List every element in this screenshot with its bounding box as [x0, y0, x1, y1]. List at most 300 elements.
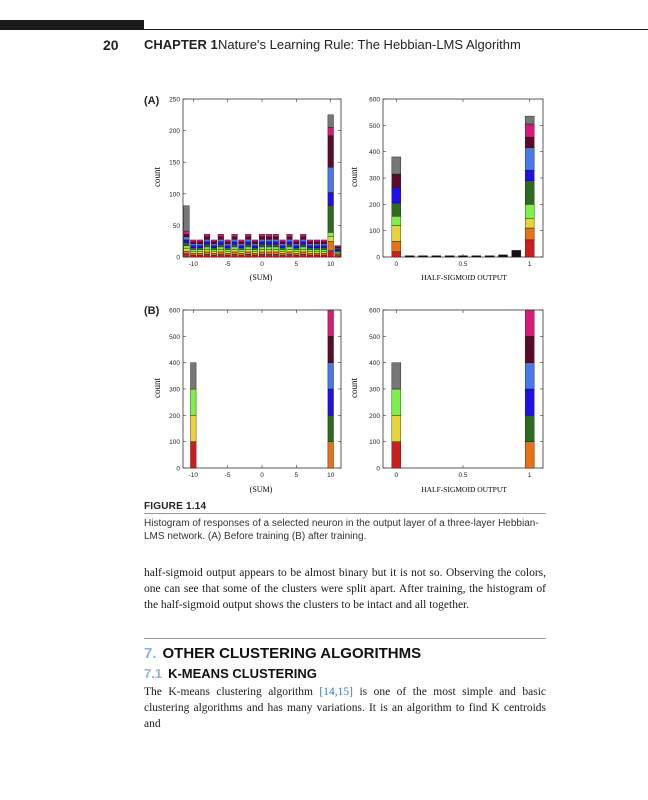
bar-segment: [239, 253, 245, 255]
bar-segment: [392, 203, 401, 216]
bar-segment: [252, 248, 258, 250]
bar-segment: [525, 116, 534, 124]
bar-segment: [204, 244, 210, 247]
bar-segment: [307, 242, 313, 244]
figure-title: FIGURE 1.14: [144, 501, 207, 512]
bar-segment: [300, 242, 306, 245]
bar-segment: [485, 256, 494, 257]
bar-segment: [280, 251, 286, 253]
x-tick-label: -10: [188, 261, 199, 268]
bar-segment: [239, 249, 245, 251]
caption-rule: [144, 513, 546, 514]
bar-segment: [525, 181, 534, 205]
x-tick-label: 10: [327, 261, 335, 268]
bar-segment: [259, 252, 265, 255]
bar-segment: [321, 255, 327, 257]
bar-segment: [321, 248, 327, 250]
bar-segment: [211, 246, 217, 248]
bar-segment: [328, 167, 334, 192]
bar-segment: [294, 242, 300, 244]
x-tick-label: -5: [224, 261, 231, 268]
bar-segment: [392, 187, 401, 203]
bar-segment: [232, 237, 238, 240]
bar-segment: [273, 234, 279, 237]
bar-segment: [245, 237, 251, 240]
bar-segment: [218, 252, 224, 255]
chapter-title: Nature's Learning Rule: The Hebbian-LMS Algorithm: [218, 37, 521, 52]
bar-segment: [191, 255, 197, 257]
bar-segment: [314, 244, 320, 246]
y-tick-label: 0: [176, 254, 180, 262]
header-bar: [0, 20, 144, 30]
bar-segment: [191, 244, 197, 246]
bar-segment: [392, 363, 401, 389]
bar-segment: [392, 252, 401, 257]
bar-segment: [525, 148, 534, 170]
bar-segment: [252, 246, 258, 248]
bar-segment: [197, 240, 203, 242]
bar-segment: [321, 251, 327, 253]
bar-segment: [294, 240, 300, 242]
bar-segment: [392, 157, 401, 174]
bar-segment: [328, 415, 334, 441]
y-tick-label: 600: [369, 96, 380, 104]
bar-segment: [280, 240, 286, 242]
chart-b-sig-plot: [369, 308, 543, 480]
bar-segment: [232, 239, 238, 242]
bar-segment: [266, 239, 272, 242]
section-number: 7.: [144, 645, 157, 662]
bar-segment: [280, 246, 286, 248]
bar-segment: [273, 249, 279, 252]
bar-segment: [252, 249, 258, 251]
bar-segment: [392, 442, 401, 468]
y-tick-label: 500: [369, 122, 380, 130]
x-tick-label: 5: [294, 261, 299, 268]
bar-segment: [184, 251, 190, 254]
bar-segment: [266, 244, 272, 247]
bar-segment: [321, 246, 327, 248]
bar-segment: [287, 239, 293, 242]
bar-segment: [225, 242, 231, 244]
bar-segment: [525, 415, 534, 441]
bar-segment: [392, 216, 401, 225]
bar-segment: [328, 232, 334, 236]
bar-segment: [307, 248, 313, 250]
bar-segment: [300, 244, 306, 247]
x-tick-label: -10: [188, 472, 199, 479]
bar-segment: [525, 219, 534, 228]
bar-segment: [280, 242, 286, 244]
page-number: 20: [103, 37, 119, 53]
bar-segment: [328, 336, 334, 362]
bar-segment: [184, 240, 190, 243]
bar-segment: [294, 251, 300, 253]
bar-segment: [273, 239, 279, 242]
y-tick-label: 600: [369, 307, 380, 315]
bar-segment: [280, 248, 286, 250]
bar-segment: [419, 256, 428, 257]
bar-segment: [307, 255, 313, 257]
bar-segment: [307, 240, 313, 242]
x-tick-label: -5: [224, 472, 231, 479]
bar-segment: [191, 248, 197, 250]
bar-segment: [204, 254, 210, 257]
bar-segment: [204, 242, 210, 245]
bar-segment: [525, 336, 534, 362]
bar-segment: [232, 247, 238, 250]
bar-segment: [245, 249, 251, 252]
y-axis-label: count: [152, 378, 162, 398]
bar-segment: [266, 242, 272, 245]
citation-link[interactable]: [14,15]: [319, 686, 353, 698]
panel-label-b: (B): [144, 305, 160, 317]
bar-segment: [300, 254, 306, 257]
subsection-heading: [144, 666, 317, 681]
figure-caption: Histogram of responses of a selected neuron in the output layer of a three-layer Hebbian-LMS network. (A) Before training (B) after training.: [144, 518, 539, 542]
bar-segment: [232, 252, 238, 255]
y-tick-label: 0: [376, 254, 380, 262]
bar-segment: [273, 252, 279, 255]
bar-segment: [392, 389, 401, 415]
y-tick-label: 250: [169, 96, 180, 104]
bar-segment: [204, 234, 210, 237]
bar-segment: [239, 240, 245, 242]
bar-segment: [328, 241, 334, 250]
bar-segment: [204, 247, 210, 250]
bar-segment: [232, 234, 238, 237]
bar-segment: [307, 253, 313, 255]
bar-segment: [328, 136, 334, 168]
bar-segment: [525, 240, 534, 257]
bar-segment: [259, 254, 265, 257]
bar-segment: [314, 242, 320, 244]
bar-segment: [184, 237, 190, 240]
y-tick-label: 300: [369, 175, 380, 183]
bar-segment: [266, 234, 272, 237]
bar-segment: [335, 246, 341, 247]
x-axis-label: (SUM): [249, 273, 273, 282]
bar-segment: [191, 240, 197, 242]
bar-segment: [252, 240, 258, 242]
bar-segment: [280, 244, 286, 246]
bar-segment: [211, 244, 217, 246]
bar-segment: [314, 253, 320, 255]
bar-segment: [273, 247, 279, 250]
bar-segment: [191, 242, 197, 244]
plot-frame: [183, 99, 341, 257]
bar-segment: [287, 237, 293, 240]
bar-segment: [184, 248, 190, 251]
bar-segment: [328, 115, 334, 128]
bar-segment: [405, 256, 414, 257]
bar-segment: [232, 254, 238, 257]
bar-segment: [392, 241, 401, 252]
bar-segment: [259, 242, 265, 245]
bar-segment: [300, 234, 306, 237]
bar-segment: [191, 246, 197, 248]
chart-b-sum-plot: [169, 308, 341, 480]
bar-segment: [328, 205, 334, 232]
bar-segment: [321, 253, 327, 255]
y-tick-label: 50: [172, 222, 180, 230]
bar-segment: [525, 310, 534, 336]
chart-a-sum-plot: [169, 97, 341, 269]
bar-segment: [294, 255, 300, 257]
bar-segment: [218, 239, 224, 242]
bar-segment: [225, 246, 231, 248]
bar-segment: [307, 249, 313, 251]
bar-segment: [287, 247, 293, 250]
bar-segment: [204, 252, 210, 255]
bar-segment: [184, 254, 190, 257]
bar-segment: [225, 249, 231, 251]
bar-segment: [204, 249, 210, 252]
bar-segment: [294, 248, 300, 250]
bar-segment: [204, 239, 210, 242]
bar-segment: [245, 247, 251, 250]
plot-frame: [183, 310, 341, 468]
body-paragraph: half-sigmoid output appears to be almost binary but it is not so. Observing the colors, one can see that some of the clusters were split apart. After training, the histogram of the half-sigmoid output shows the clusters to be intact and all together.: [144, 567, 546, 611]
bar-segment: [287, 242, 293, 245]
y-tick-label: 500: [169, 333, 180, 341]
x-tick-label: 0.5: [458, 261, 468, 268]
bar-segment: [239, 251, 245, 253]
bar-segment: [259, 244, 265, 247]
bar-segment: [252, 251, 258, 253]
x-axis-label: (SUM): [249, 485, 273, 494]
y-axis-label: count: [152, 167, 162, 187]
text-after-citation: is one of the most simple and basic clustering algorithms and has many variations. It is an algorithm to find K centroids and: [144, 686, 546, 730]
bar-segment: [525, 124, 534, 137]
bar-segment: [266, 249, 272, 252]
y-tick-label: 0: [376, 465, 380, 473]
subsection-number: 7.1: [144, 666, 163, 681]
bar-segment: [191, 415, 197, 441]
y-tick-label: 400: [369, 360, 380, 368]
bar-segment: [314, 248, 320, 250]
bar-segment: [211, 240, 217, 242]
bar-segment: [225, 253, 231, 255]
x-tick-label: 1: [527, 472, 532, 479]
bar-segment: [225, 244, 231, 246]
bar-segment: [211, 255, 217, 257]
bar-segment: [266, 252, 272, 255]
bar-segment: [225, 240, 231, 242]
bar-segment: [525, 442, 534, 468]
x-axis-label: HALF-SIGMOID OUTPUT: [421, 273, 507, 282]
bar-segment: [294, 244, 300, 246]
bar-segment: [328, 363, 334, 389]
x-tick-label: 0.5: [458, 472, 468, 479]
bar-segment: [191, 389, 197, 415]
bar-segment: [328, 389, 334, 415]
y-axis-label: count: [349, 167, 359, 187]
bar-segment: [184, 242, 190, 245]
bar-segment: [525, 389, 534, 415]
chart-b-sum: [150, 303, 345, 495]
body-paragraph-2: [144, 684, 546, 732]
bar-segment: [245, 234, 251, 237]
y-tick-label: 300: [369, 386, 380, 394]
section-rule: [144, 638, 546, 639]
bar-segment: [328, 127, 334, 135]
bar-segment: [392, 174, 401, 187]
bar-segment: [232, 244, 238, 247]
bar-segment: [232, 242, 238, 245]
y-tick-label: 100: [169, 439, 180, 447]
bar-segment: [294, 246, 300, 248]
bar-segment: [266, 254, 272, 257]
bar-segment: [225, 255, 231, 257]
bar-segment: [287, 252, 293, 255]
bar-segment: [314, 246, 320, 248]
bar-segment: [218, 237, 224, 240]
bar-segment: [294, 249, 300, 251]
bar-segment: [245, 242, 251, 245]
bar-segment: [259, 239, 265, 242]
bar-segment: [300, 252, 306, 255]
bar-segment: [300, 249, 306, 252]
bar-segment: [184, 231, 190, 234]
y-tick-label: 100: [369, 439, 380, 447]
bar-segment: [280, 249, 286, 251]
bar-segment: [472, 256, 481, 257]
bar-segment: [211, 251, 217, 253]
bar-segment: [259, 249, 265, 252]
bar-segment: [191, 363, 197, 389]
y-tick-label: 200: [369, 412, 380, 420]
bar-segment: [392, 225, 401, 241]
bar-segment: [328, 251, 334, 257]
bar-segment: [232, 249, 238, 252]
bar-segment: [266, 247, 272, 250]
x-tick-label: 0: [394, 261, 399, 268]
bar-segment: [225, 251, 231, 253]
bar-segment: [252, 253, 258, 255]
bar-segment: [197, 255, 203, 257]
y-tick-label: 200: [369, 201, 380, 209]
bar-segment: [218, 244, 224, 247]
bar-segment: [218, 254, 224, 257]
y-tick-label: 200: [169, 412, 180, 420]
bar-segment: [211, 242, 217, 244]
plot-frame: [383, 99, 543, 257]
y-tick-label: 200: [169, 128, 180, 136]
bar-segment: [245, 244, 251, 247]
x-tick-label: 0: [260, 472, 264, 479]
bar-segment: [307, 251, 313, 253]
bar-segment: [191, 251, 197, 253]
bar-segment: [218, 242, 224, 245]
bar-segment: [218, 249, 224, 252]
bar-segment: [307, 246, 313, 248]
chart-b-sig: [345, 303, 545, 495]
bar-segment: [204, 237, 210, 240]
bar-segment: [197, 251, 203, 253]
bar-segment: [328, 442, 334, 468]
bar-segment: [321, 242, 327, 244]
bar-segment: [525, 137, 534, 148]
panel-label-a: (A): [144, 95, 160, 107]
bar-segment: [184, 206, 190, 231]
x-axis-label: HALF-SIGMOID OUTPUT: [421, 485, 507, 494]
bar-segment: [225, 248, 231, 250]
bar-segment: [259, 234, 265, 237]
bar-segment: [252, 242, 258, 244]
bar-segment: [445, 256, 454, 257]
bar-segment: [218, 234, 224, 237]
bar-segment: [525, 363, 534, 389]
bar-segment: [280, 255, 286, 257]
chart-a-sum: [150, 92, 345, 284]
bar-segment: [197, 242, 203, 244]
subsection-title: K-MEANS CLUSTERING: [168, 666, 317, 681]
bar-segment: [294, 253, 300, 255]
bar-segment: [273, 237, 279, 240]
bar-segment: [197, 248, 203, 250]
x-tick-label: 1: [527, 261, 532, 268]
y-tick-label: 400: [369, 149, 380, 157]
bar-segment: [328, 310, 334, 336]
bar-segment: [432, 256, 441, 257]
bar-segment: [525, 170, 534, 181]
bar-segment: [252, 244, 258, 246]
header-rule: [144, 29, 648, 30]
bar-segment: [314, 249, 320, 251]
bar-segment: [321, 249, 327, 251]
y-tick-label: 600: [169, 307, 180, 315]
y-tick-label: 100: [369, 228, 380, 236]
y-tick-label: 300: [169, 386, 180, 394]
bar-segment: [191, 253, 197, 255]
plot-frame: [383, 310, 543, 468]
bar-segment: [259, 237, 265, 240]
bar-segment: [245, 239, 251, 242]
bar-segment: [512, 250, 521, 257]
bar-segment: [239, 242, 245, 244]
bar-segment: [211, 253, 217, 255]
bar-segment: [314, 240, 320, 242]
bar-segment: [459, 256, 468, 257]
y-tick-label: 150: [169, 159, 180, 167]
y-tick-label: 100: [169, 191, 180, 199]
bar-segment: [314, 255, 320, 257]
bar-segment: [321, 244, 327, 246]
bar-segment: [191, 249, 197, 251]
bar-segment: [239, 244, 245, 246]
bar-segment: [273, 244, 279, 247]
bar-segment: [287, 244, 293, 247]
text-before-citation: The K-means clustering algorithm: [144, 686, 320, 698]
bar-segment: [287, 249, 293, 252]
bar-segment: [239, 248, 245, 250]
bar-segment: [259, 247, 265, 250]
bar-segment: [245, 252, 251, 255]
x-tick-label: 5: [294, 472, 299, 479]
chapter-label: CHAPTER 1: [144, 37, 218, 52]
bar-segment: [211, 249, 217, 251]
bar-segment: [300, 247, 306, 250]
bar-segment: [211, 248, 217, 250]
bar-segment: [525, 228, 534, 240]
x-tick-label: 0: [394, 472, 399, 479]
bar-segment: [218, 247, 224, 250]
bar-segment: [314, 251, 320, 253]
section-heading: [144, 645, 421, 662]
bar-segment: [328, 193, 334, 206]
y-tick-label: 500: [369, 333, 380, 341]
